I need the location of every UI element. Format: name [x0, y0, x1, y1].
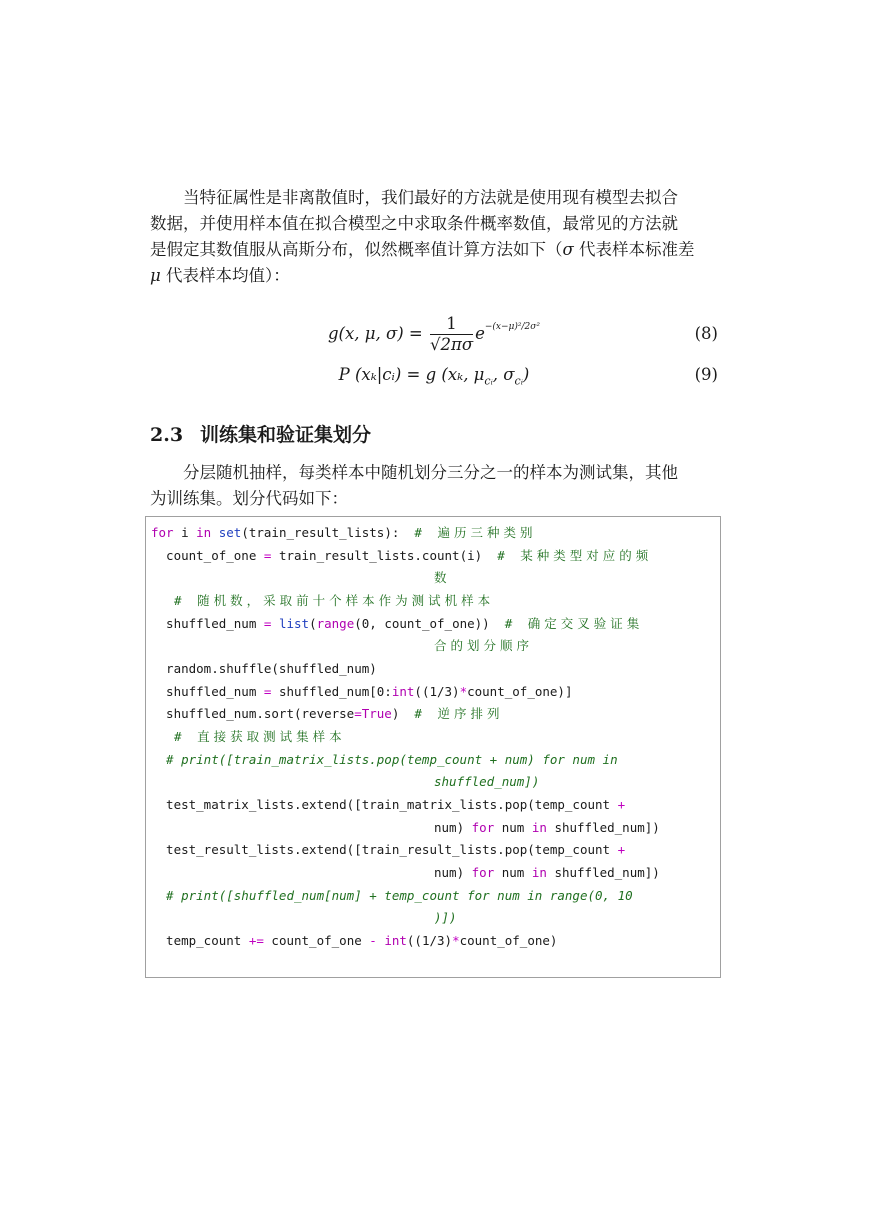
section-heading: [150, 420, 371, 447]
code-token: shuffled_num[0:: [271, 684, 392, 699]
code-token: count_of_one: [151, 548, 264, 563]
code-token: count_of_one): [459, 933, 558, 948]
code-line: [151, 684, 572, 700]
code-token: shuffled_num: [151, 616, 264, 631]
code-token: list: [278, 616, 310, 631]
code-line: 合的划分顺序: [434, 638, 534, 653]
code-token: =: [263, 684, 272, 699]
code-token: for: [471, 865, 495, 880]
code-token: +: [617, 797, 626, 812]
mu-symbol: μ: [150, 266, 161, 285]
code-token: =: [354, 706, 362, 721]
code-comment: # print([train_matrix_lists.pop(temp_count + num) for num in: [151, 752, 618, 767]
code-line: [151, 706, 503, 722]
para1-line2: 数据，并使用样本值在拟合模型之中求取条件概率数值，最常见的方法就: [150, 214, 678, 233]
eq8-fraction: [430, 314, 473, 355]
eq8-lhs: g(x, μ, σ) =: [327, 324, 423, 343]
code-line: [151, 797, 625, 813]
eq9-text: P (xₖ|cᵢ) = g (xₖ, μ: [338, 365, 485, 384]
code-token: num): [434, 865, 472, 880]
code-token: set: [218, 525, 242, 540]
para1-line4: 代表样本均值）：: [160, 266, 290, 285]
code-comment: # 直接获取测试集样本: [151, 729, 346, 744]
code-line: [434, 865, 660, 881]
code-token: (: [309, 616, 317, 631]
sigma-symbol: σ: [562, 240, 574, 259]
code-token: num: [494, 820, 532, 835]
code-token: count_of_one: [263, 933, 370, 948]
code-token: ): [391, 706, 415, 721]
section-title: 训练集和验证集划分: [200, 424, 372, 446]
code-token: temp_count: [151, 933, 249, 948]
code-token: ((1/3): [406, 933, 453, 948]
code-token: train_result_lists.count(i): [271, 548, 498, 563]
para1-line3: 是假定其数值服从高斯分布，似然概率值计算方法如下（: [150, 240, 563, 259]
eq8-numerator: 1: [430, 314, 473, 335]
code-comment: shuffled_num]): [434, 774, 540, 789]
eq9-mid: , σ: [492, 365, 515, 384]
code-comment: # print([shuffled_num[num] + temp_count for num in range(0, 10: [151, 888, 633, 903]
paragraph-sampling: [150, 460, 718, 512]
code-token: for: [151, 525, 174, 540]
code-line: 数: [434, 570, 451, 585]
code-token: =: [263, 548, 272, 563]
code-token: [271, 616, 279, 631]
code-token: +: [617, 842, 626, 857]
code-token: num: [494, 865, 532, 880]
code-token: *: [452, 933, 460, 948]
para2-line2: 为训练集。划分代码如下：: [150, 489, 348, 508]
code-token: in: [531, 820, 547, 835]
code-token: test_result_lists.extend([train_result_lists.pop(temp_count: [151, 842, 618, 857]
code-token: in: [196, 525, 212, 540]
code-token: shuffled_num]): [546, 865, 660, 880]
para1-line1: 当特征属性是非离散值时，我们最好的方法就是使用现有模型去拟合: [183, 188, 678, 207]
code-token: shuffled_num]): [546, 820, 660, 835]
code-token: in: [531, 865, 547, 880]
code-comment: # 某种类型对应的频: [497, 548, 653, 563]
code-token: test_matrix_lists.extend([train_matrix_lists.pop(temp_count: [151, 797, 618, 812]
code-token: for: [471, 820, 495, 835]
eq9-sub2: cᵢ: [514, 374, 523, 388]
code-token: range: [316, 616, 355, 631]
code-token: num): [434, 820, 472, 835]
code-comment: # 逆序排列: [414, 706, 504, 721]
code-line: [151, 933, 557, 949]
code-token: int: [391, 684, 415, 699]
equation-9: [150, 365, 718, 405]
code-token: ((1/3): [414, 684, 460, 699]
code-token: (0, count_of_one)): [354, 616, 505, 631]
equation-8: [150, 314, 718, 354]
eq8-base: e: [475, 324, 485, 343]
code-token: =: [263, 616, 272, 631]
code-token: *: [459, 684, 468, 699]
para1-line3b: 代表样本标准差: [573, 240, 695, 259]
code-token: +=: [248, 933, 264, 948]
code-token: shuffled_num: [151, 684, 264, 699]
code-token: [211, 525, 219, 540]
code-token: True: [361, 706, 392, 721]
code-line: [151, 842, 625, 858]
para2-line1: 分层随机抽样，每类样本中随机划分三分之一的样本为测试集，其他: [183, 463, 678, 482]
code-token: -: [369, 933, 377, 948]
eq8-exponent: −(x−μ)²/2σ²: [484, 321, 541, 332]
eq9-number: (9): [694, 365, 718, 384]
code-line: [434, 820, 660, 836]
code-line: random.shuffle(shuffled_num): [151, 661, 377, 676]
paragraph-gaussian: [150, 185, 718, 289]
eq8-denominator: √2πσ: [429, 335, 474, 354]
code-token: int: [384, 933, 407, 948]
code-line: [151, 548, 652, 564]
code-line: [151, 525, 536, 541]
code-block: [145, 516, 721, 978]
eq9-sub1: cᵢ: [484, 374, 493, 388]
eq9-end: ): [522, 365, 530, 384]
code-token: (train_result_lists):: [241, 525, 415, 540]
code-token: i: [173, 525, 197, 540]
code-line: [151, 616, 643, 632]
code-comment: # 确定交叉验证集: [504, 616, 644, 631]
code-comment: # 遍历三种类别: [414, 525, 537, 540]
section-number: 2.3: [150, 424, 184, 446]
code-comment: # 随机数，采取前十个样本作为测试机样本: [151, 593, 495, 608]
code-token: count_of_one)]: [467, 684, 573, 699]
eq8-number: (8): [694, 324, 718, 343]
code-token: shuffled_num.sort(reverse: [151, 706, 355, 721]
code-comment: )]): [434, 910, 457, 925]
